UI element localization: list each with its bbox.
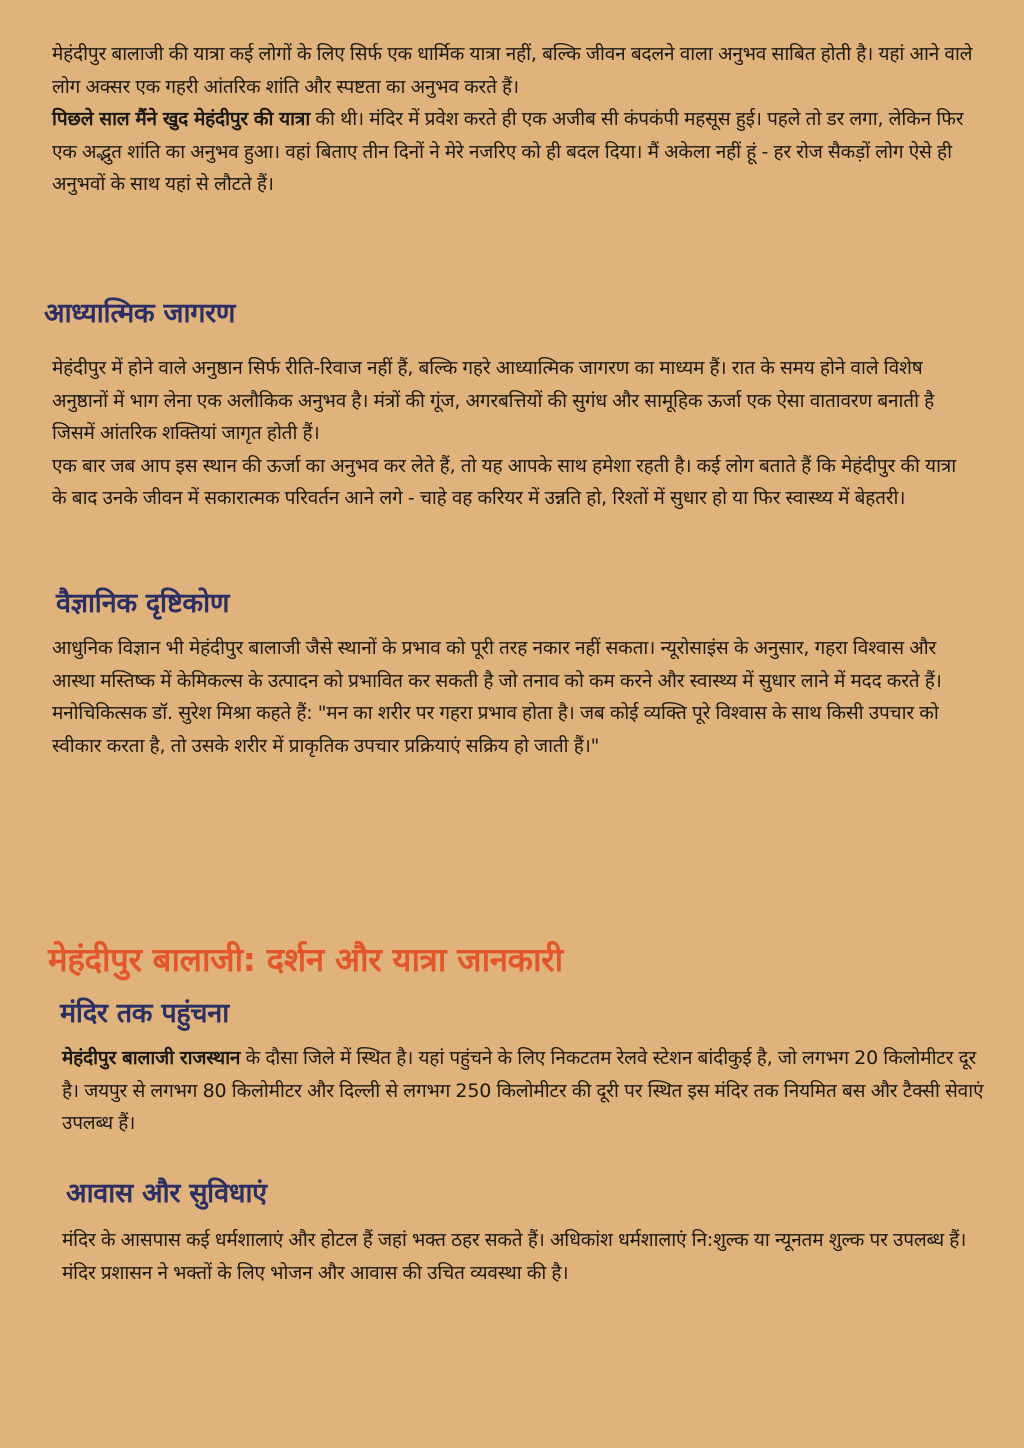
intro-rest: की थी। मंदिर में प्रवेश करते ही एक अजीब सी कंपकंपी महसूस हुई। पहले तो डर लगा, लेकिन फिर एक अद्भुत शांति का अनुभव हुआ। वहां बिताए तीन दिनों ने मेरे नजरिए को ही बदल दिया। मैं अकेला नहीं हूं - हर रोज सैकड़ों लोग ऐसे ही अनुभवों के साथ यहां से लौटते हैं। bbox=[52, 108, 964, 195]
stay-heading: आवास और सुविधाएं bbox=[66, 1178, 267, 1209]
intro-section bbox=[52, 38, 974, 201]
stay-section bbox=[62, 1224, 984, 1289]
spiritual-heading: आध्यात्मिक जागरण bbox=[44, 298, 236, 329]
spiritual-paragraph-2: एक बार जब आप इस स्थान की ऊर्जा का अनुभव कर लेते हैं, तो यह आपके साथ हमेशा रहती है। कई लोग बताते हैं कि मेहंदीपुर की यात्रा के बाद उनके जीवन में सकारात्मक परिवर्तन आने लगे - चाहे वह करियर में उन्नति हो, रिश्तों में सुधार हो या फिर स्वास्थ्य में बेहतरी। bbox=[52, 454, 957, 509]
scientific-paragraph-2: मनोचिकित्सक डॉ. सुरेश मिश्रा कहते हैं: "मन का शरीर पर गहरा प्रभाव होता है। जब कोई व्यक्ति पूरे विश्वास के साथ किसी उपचार को स्वीकार करता है, तो उसके शरीर में प्राकृतिक उपचार प्रक्रियाएं सक्रिय हो जाती हैं।" bbox=[52, 702, 939, 757]
reach-paragraph bbox=[62, 1042, 984, 1140]
reach-heading: मंदिर तक पहुंचना bbox=[60, 998, 229, 1029]
intro-paragraph bbox=[52, 38, 974, 201]
scientific-section bbox=[52, 632, 974, 762]
reach-section bbox=[62, 1042, 984, 1140]
reach-rest: के दौसा जिले में स्थित है। यहां पहुंचने के लिए निकटतम रेलवे स्टेशन बांदीकुई है, जो लगभग 20 किलोमीटर दूर है। जयपुर से लगभग 80 किलोमीटर और दिल्ली से लगभग 250 किलोमीटर की दूरी पर स्थित इस मंदिर तक नियमित बस और टैक्सी सेवाएं उपलब्ध हैं। bbox=[62, 1047, 984, 1134]
scientific-heading: वैज्ञानिक दृष्टिकोण bbox=[56, 588, 230, 619]
spiritual-section bbox=[52, 352, 974, 515]
intro-bold-lead: पिछले साल मैंने खुद मेहंदीपुर की यात्रा bbox=[52, 108, 311, 130]
stay-paragraph: मंदिर के आसपास कई धर्मशालाएं और होटल हैं जहां भक्त ठहर सकते हैं। अधिकांश धर्मशालाएं नि:शुल्क या न्यूनतम शुल्क पर उपलब्ध हैं। मंदिर प्रशासन ने भक्तों के लिए भोजन और आवास की उचित व्यवस्था की है। bbox=[62, 1229, 967, 1284]
scientific-paragraph-1: आधुनिक विज्ञान भी मेहंदीपुर बालाजी जैसे स्थानों के प्रभाव को पूरी तरह नकार नहीं सकता। न्यूरोसाइंस के अनुसार, गहरा विश्वास और आस्था मस्तिष्क में केमिकल्स के उत्पादन को प्रभावित कर सकती है जो तनाव को कम करने और स्वास्थ्य में सुधार लाने में मदद करते हैं। bbox=[52, 637, 942, 692]
reach-bold-place: मेहंदीपुर बालाजी राजस्थान bbox=[62, 1047, 241, 1069]
intro-line: मेहंदीपुर बालाजी की यात्रा कई लोगों के लिए सिर्फ एक धार्मिक यात्रा नहीं, बल्कि जीवन बदलने वाला अनुभव साबित होती है। यहां आने वाले लोग अक्सर एक गहरी आंतरिक शांति और स्पष्टता का अनुभव करते हैं। bbox=[52, 43, 973, 98]
spiritual-paragraph-1: मेहंदीपुर में होने वाले अनुष्ठान सिर्फ रीति-रिवाज नहीं हैं, बल्कि गहरे आध्यात्मिक जागरण का माध्यम हैं। रात के समय होने वाले विशेष अनुष्ठानों में भाग लेना एक अलौकिक अनुभव है। मंत्रों की गूंज, अगरबत्तियों की सुगंध और सामूहिक ऊर्जा एक ऐसा वातावरण बनाती है जिसमें आंतरिक शक्तियां जागृत होती हैं। bbox=[52, 357, 935, 444]
travel-main-heading: मेहंदीपुर बालाजी: दर्शन और यात्रा जानकारी bbox=[48, 940, 563, 979]
